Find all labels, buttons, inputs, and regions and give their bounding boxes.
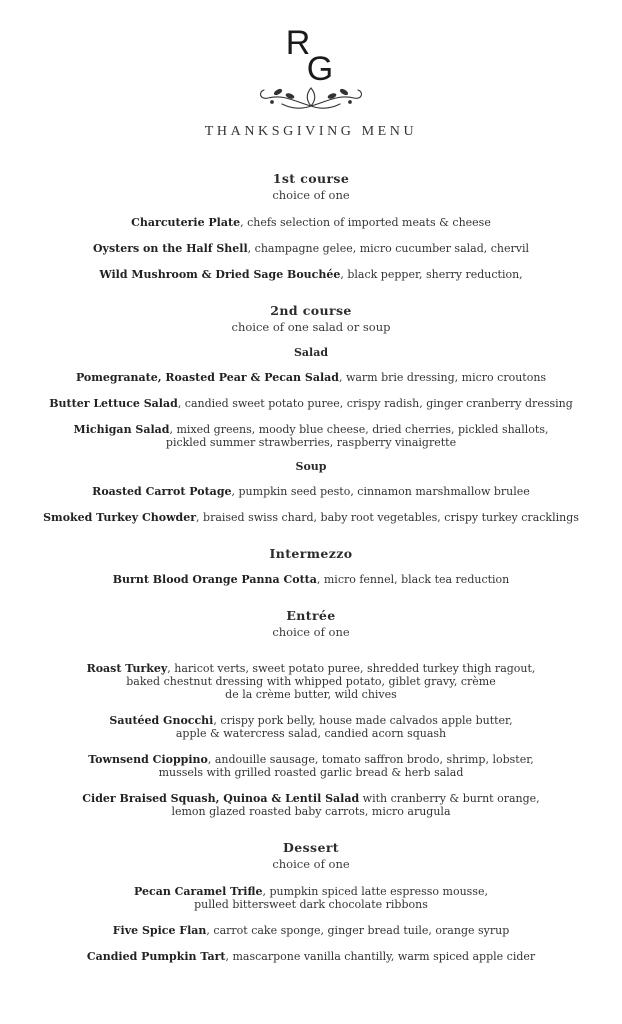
menu-item <box>0 485 622 498</box>
menu-item <box>0 423 622 449</box>
item-name: Five Spice Flan <box>112 924 207 937</box>
item-description: , warm brie dressing, micro croutons <box>338 371 547 384</box>
menu-item <box>0 242 622 255</box>
course-dessert <box>0 840 622 963</box>
item-description-line-2: pulled bittersweet dark chocolate ribbons <box>194 898 428 911</box>
item-description: , chefs selection of imported meats & cheese <box>240 216 491 229</box>
item-description: with cranberry & burnt orange, <box>359 792 540 805</box>
item-description: , pumpkin seed pesto, cinnamon marshmallow brulee <box>231 485 530 498</box>
monogram-letter-g: G <box>306 50 334 88</box>
item-description: , candied sweet potato puree, crispy radish, ginger cranberry dressing <box>177 397 573 410</box>
item-name: Pomegranate, Roasted Pear & Pecan Salad <box>75 371 339 384</box>
item-name: Burnt Blood Orange Panna Cotta <box>112 573 317 586</box>
item-description-line-2: apple & watercress salad, candied acorn squash <box>175 727 447 740</box>
item-description: , mixed greens, moody blue cheese, dried cherries, pickled shallots, <box>169 423 549 436</box>
item-name: Roast Turkey <box>86 662 168 675</box>
menu-title: THANKSGIVING MENU <box>204 124 418 139</box>
item-description: , micro fennel, black tea reduction <box>316 573 510 586</box>
item-name: Charcuterie Plate <box>131 216 241 229</box>
menu-item <box>0 511 622 524</box>
menu-item <box>0 753 622 779</box>
menu-item <box>0 662 622 701</box>
item-name: Butter Lettuce Salad <box>49 397 178 410</box>
item-name: Smoked Turkey Chowder <box>43 511 197 524</box>
menu-item <box>0 397 622 410</box>
menu-item <box>0 792 622 818</box>
item-description: , haricot verts, sweet potato puree, shredded turkey thigh ragout, <box>167 662 536 675</box>
item-name: Oysters on the Half Shell <box>92 242 248 255</box>
menu-item <box>0 924 622 937</box>
menu-item <box>0 573 622 586</box>
menu-item <box>0 268 622 281</box>
course-title: 2nd course <box>270 303 352 318</box>
course-subtitle: choice of one <box>272 188 350 202</box>
course-subtitle: choice of one salad or soup <box>231 320 391 334</box>
item-description-line-2: lemon glazed roasted baby carrots, micro arugula <box>171 805 451 818</box>
item-description-line-2: pickled summer strawberries, raspberry vinaigrette <box>165 436 457 449</box>
item-description: , crispy pork belly, house made calvados apple butter, <box>213 714 513 727</box>
course-subtitle: choice of one <box>272 625 350 639</box>
item-description: , champagne gelee, micro cucumber salad, chervil <box>247 242 530 255</box>
item-description: , carrot cake sponge, ginger bread tuile, orange syrup <box>206 924 510 937</box>
course-subtitle: choice of one <box>272 857 350 871</box>
course-entree <box>0 608 622 818</box>
item-description: , black pepper, sherry reduction, <box>340 268 523 281</box>
course-first <box>0 171 622 281</box>
item-name: Townsend Cioppino <box>88 753 208 766</box>
item-name: Wild Mushroom & Dried Sage Bouchée <box>99 268 341 281</box>
menu-content <box>0 171 622 963</box>
item-description: , mascarpone vanilla chantilly, warm spiced apple cider <box>225 950 536 963</box>
item-name: Cider Braised Squash, Quinoa & Lentil Salad <box>82 792 360 805</box>
menu-item <box>0 885 622 911</box>
floral-flourish-icon <box>261 88 362 108</box>
item-name: Candied Pumpkin Tart <box>86 950 226 963</box>
menu-item <box>0 950 622 963</box>
menu-item <box>0 216 622 229</box>
course-title: Dessert <box>283 840 339 855</box>
menu-item <box>0 371 622 384</box>
salad-heading: Salad <box>293 346 329 359</box>
item-name: Michigan Salad <box>73 423 170 436</box>
item-description: , andouille sausage, tomato saffron brodo, shrimp, lobster, <box>207 753 534 766</box>
monogram-letter-r: R <box>285 24 311 62</box>
item-description-line-3: de la crème butter, wild chives <box>225 688 397 701</box>
item-description: , pumpkin spiced latte espresso mousse, <box>262 885 488 898</box>
menu-item <box>0 714 622 740</box>
item-description: , braised swiss chard, baby root vegetables, crispy turkey cracklings <box>196 511 579 524</box>
course-title: Entrée <box>286 608 336 623</box>
item-name: Roasted Carrot Potage <box>92 485 232 498</box>
soup-heading: Soup <box>295 460 327 473</box>
rg-monogram-logo <box>0 22 622 122</box>
course-intermezzo <box>0 546 622 586</box>
item-description-line-2: mussels with grilled roasted garlic bread & herb salad <box>158 766 464 779</box>
item-description-line-2: baked chestnut dressing with whipped potato, giblet gravy, crème <box>126 675 496 688</box>
item-name: Pecan Caramel Trifle <box>134 885 263 898</box>
course-title: 1st course <box>272 171 350 186</box>
item-name: Sautéed Gnocchi <box>109 714 214 727</box>
course-title: Intermezzo <box>269 546 353 561</box>
course-second <box>0 303 622 524</box>
